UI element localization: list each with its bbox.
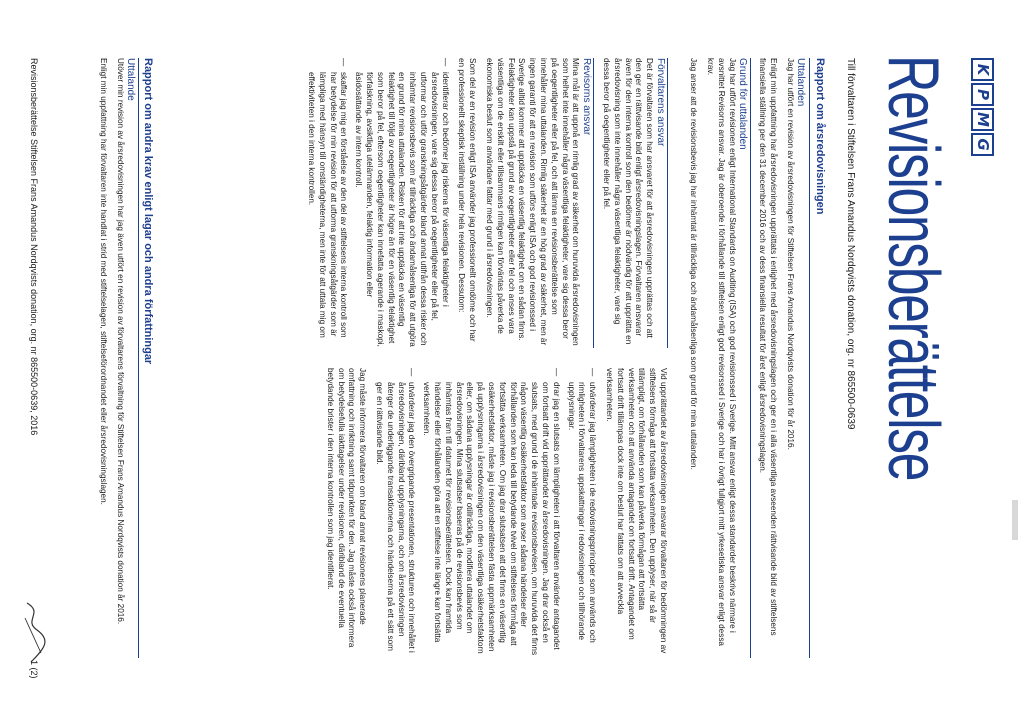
paragraph: Jag har utfört revisionen enligt International Standards on Auditing (ISA) och god revisionssed i Sverige. Mitt ansvar enligt dessa standarder beskrivs närmare i avsnittet Revisorns ansvar. Jag är oberoende i förhållande till stiftelsen enligt god revisorssed i Sverige och har i övrigt fullgjort mitt yrkesetiska ansvar enligt dessa krav. <box>706 58 737 646</box>
report-heading: Rapport om andra krav enligt lagar och andra författningar <box>142 58 154 365</box>
paragraph: Jag anser att de revisionsbevis jag har inhämtat är tillräckliga och ändamålsenliga som grund för mina uttalanden. <box>689 58 699 470</box>
heading-rule <box>809 58 810 658</box>
logo-letter: K <box>971 58 994 81</box>
section-body <box>687 58 736 658</box>
paragraph: Utöver min revision av årsredovisningen har jag även utfört en revision av förvaltarens förvaltning för Stiftelsen Frans Amandus Nordqvists donation år 2016. <box>116 58 125 625</box>
list-item: — identifierar och bedömer jag riskerna för väsentliga felaktigheter i årsredovisningen, vare sig dessa beror på oegentligheter eller på fel, utformar och utför granskningsåtgärder bland annat utifrån dessa risker och inhämtar revisionsbevis som är tillräckliga och ändamålsenliga för att utgöra en grund för mina uttalanden. Risken för att inte upptäcka en väsentlig felaktighet till följd av oegentligheter är högre än för en väsentlig felaktighet som beror på fel, eftersom oegentligheter kan innefatta agerande i maskopi, förfalskning, avsiktliga utelämnanden, felaktig information eller åsidosättande av intern kontroll. <box>352 58 449 348</box>
paragraph: Jag måste informera förvaltaren om bland annat revisionens planerade omfattning och inriktning samt tidpunkten för den. Jag måste också informera om betydelsefulla iakttagelser under revisionen, däribland de eventuella betydande brister i den interna kontrollen som jag identifierat. <box>325 368 368 648</box>
section-heading: Uttalande <box>125 58 136 101</box>
addressee-line: Till förvaltaren i Stiftelsen Frans Amandus Nordqvists donation, org. nr 865500-0639 <box>845 58 856 430</box>
section-rule <box>667 58 668 348</box>
logo-letter: P <box>971 83 994 106</box>
report-heading: Rapport om årsredovisningen <box>814 58 826 215</box>
left-column <box>299 58 668 348</box>
page-title: Revisionsberättelse <box>873 55 953 481</box>
logo-letter: M <box>971 108 994 131</box>
list-item: — drar jag en slutsats om lämpligheten i att förvaltaren använder antagandet om fortsatt drift vid upprättandet av årsredovisningen. Jag drar också en slutsats, med grund i de inhämtade revisionsbevisen, om huruvida det finns någon väsentlig osäkerhetsfaktor som avser sådana händelser eller förhållanden som kan leda till betydande tvivel om stiftelsens förmåga att fortsätta verksamheten. Om jag drar slutsatsen att det finns en väsentlig osäkerhetsfaktor, måste jag i revisionsberättelsen fästa uppmärksamheten på upplysningarna i årsredovisningen om den väsentliga osäkerhetsfaktorn eller, om sådana upplysningar är otillräckliga, modifiera uttalandet om årsredovisningen. Mina slutsatser baseras på de revisionsbevis som inhämtas fram till datumet för revisionsberättelsen. Dock kan framtida händelser eller förhållanden göra att en stiftelse inte längre kan fortsätta verksamheten. <box>420 368 560 658</box>
paragraph: Enligt min uppfattning har årsredovisningen upprättats i enlighet med årsredovisningslagen och ger en i alla väsentliga avseenden rättvisande bild av stiftelsens finansiella ställning per den 31 december 2016 och av dess finansiella resultat för året enligt årsredovisningslagen. <box>758 58 779 636</box>
heading-rule <box>138 58 139 658</box>
report-2 <box>91 58 154 658</box>
paragraph: Som del av en revision enligt ISA använder jag professionellt omdöme och har en professionellt skeptisk inställning under hela revisionen. Dessutom: <box>457 58 478 342</box>
section-body <box>97 58 125 658</box>
full-width-sections <box>681 58 806 658</box>
paragraph: Det är förvaltaren som har ansvaret för att årsredovisningen upprättas och att den ger en rättvisande bild enligt årsredovisningslagen. Förvaltaren ansvarar även för den interna kontroll som den bedömer är nödvändig för att upprätta en årsredovisning som inte innehåller några väsentliga felaktigheter, vare sig dessa beror på oegentligheter eller på fel. <box>602 58 655 345</box>
list-item: — skaffar jag mig en förståelse av den del av stiftelsens interna kontroll som har betydelse för min revision för att utforma granskningsåtgärder som är lämpliga med hänsyn till omständigheterna, men inte för att uttala mig om effektiviteten i den interna kontrollen. <box>305 58 348 348</box>
paragraph: Enligt min uppfattning har förvaltaren inte handlat i strid med stiftelselagen, stiftelseförordnandet eller årsredovisningslagen. <box>99 58 109 505</box>
section-heading: Grund för uttalanden <box>736 58 748 150</box>
paragraph: Jag har utfört en revision av årsredovisningen för Stiftelsen Frans Amandus Nordqvists donation för år 2016. <box>786 58 795 450</box>
right-column <box>318 368 668 658</box>
paragraph: Vid upprättandet av årsredovisningen ansvarar förvaltaren för bedömningen av stiftelsens förmåga att fortsätta verksamheten. Den upplyser, när så är tillämpligt, om förhållanden som kan påverka förmågan att fortsätta verksamheten och att använda antagandet om fortsatt drift. Antagandet om fortsatt drift tillämpas dock inte om beslut har fattats om att avveckla verksamheten. <box>605 368 668 654</box>
kpmg-logo <box>971 58 994 156</box>
section-body <box>757 58 795 658</box>
section-rule <box>750 58 751 658</box>
list-item: — utvärderar jag lämpligheten i de redovisningsprinciper som används och rimligheten i förvaltarens uppskattningar i redovisningen och tillhörande upplysningar. <box>565 368 597 658</box>
bullet-list <box>373 368 597 658</box>
section-rule <box>593 58 594 348</box>
bullet-list <box>305 58 449 348</box>
signature-mark <box>21 598 49 668</box>
paragraph: Mina mål är att uppnå en rimlig grad av säkerhet om huruvida årsredovisningen som helhet inte innehåller några väsentliga felaktigheter, vare sig dessa beror på oegentligheter eller på fel, och att lämna en revisionsberättelse som innehåller mina uttalanden. Rimlig säkerhet är en hög grad av säkerhet, men är ingen garanti för att en revision som utförs enligt ISA och god revisionssed i Sverige alltid kommer att upptäcka en väsentlig felaktighet om en sådan finns. Felaktigheter kan uppstå på grund av oegentligheter eller fel och anses vara väsentliga om de enskilt eller tillsammans rimligen kan förväntas påverka de ekonomiska beslut som användare fattar med grund i årsredovisningen. <box>485 58 581 346</box>
logo-letter: G <box>971 133 994 156</box>
page-number: 1 (2) <box>29 660 39 679</box>
list-item: — utvärderar jag den övergripande presentationen, strukturen och innehållet i årsredovisningen, däribland upplysningarna, och om årsredovisningen återger de underliggande transaktionerna och händelserna på ett sätt som ger en rättvisande bild. <box>373 368 416 658</box>
page-footer: Revisionsberättelse Stiftelsen Frans Amandus Nordqvists donation, org. nr 865500-0639, 2016 <box>29 58 39 436</box>
section-heading: Uttalanden <box>795 58 806 107</box>
scan-mark <box>1012 500 1018 540</box>
section-heading: Förvaltarens ansvar <box>655 58 666 147</box>
section-heading: Revisorns ansvar <box>581 58 593 136</box>
